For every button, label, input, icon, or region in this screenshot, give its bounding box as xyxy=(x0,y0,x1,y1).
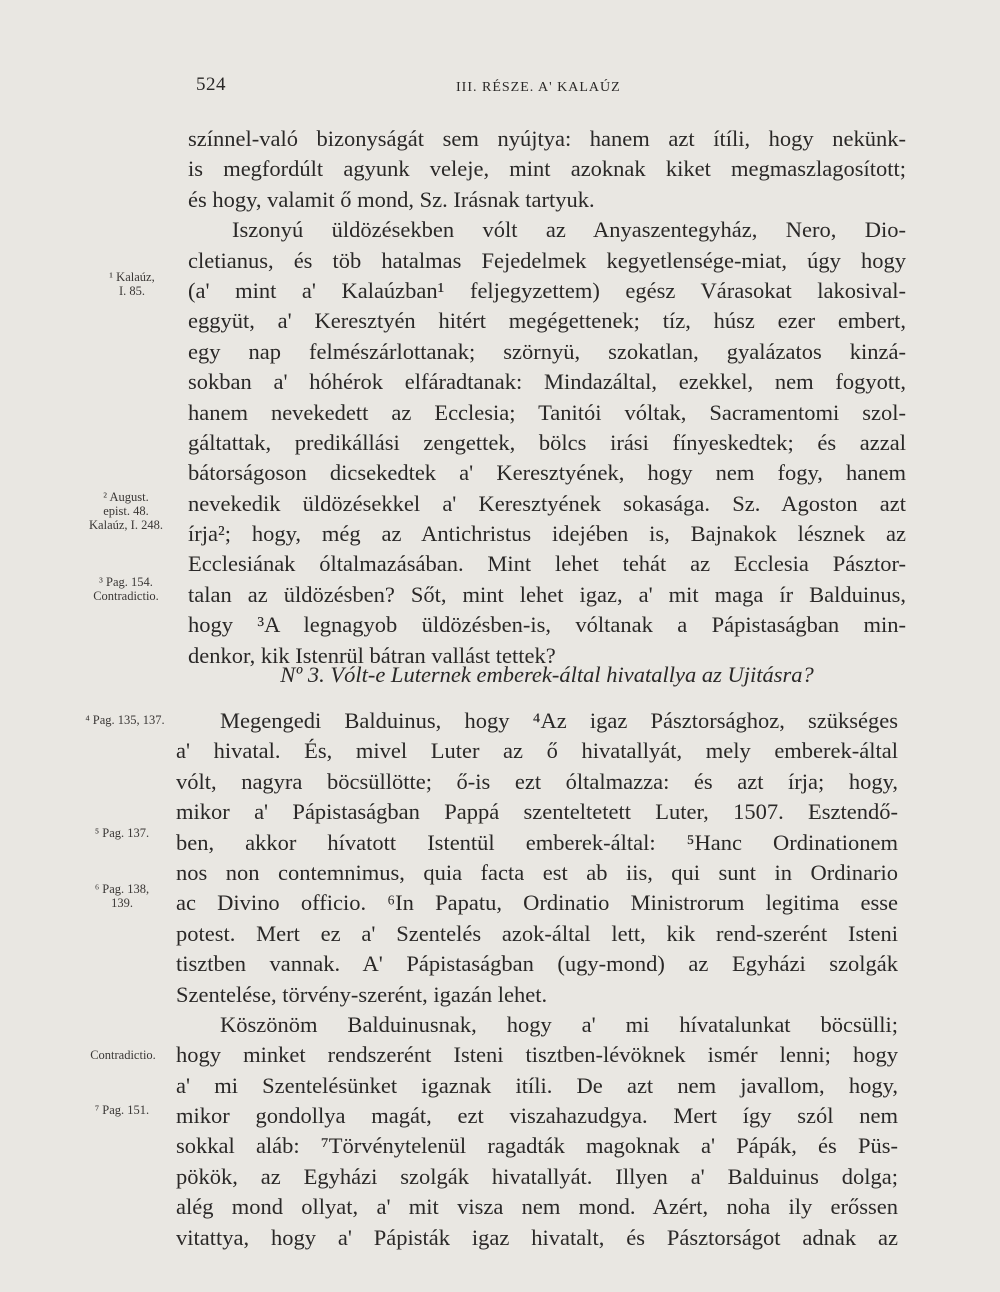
text-line: pökök, az Egyházi szolgák hivatallyát. Illyen a' Balduinus dolga; xyxy=(176,1163,898,1189)
text-line: potest. Mert ez a' Szentelés azok-által lett, kik rend-szerént Isteni xyxy=(176,920,898,946)
paragraph xyxy=(176,1010,898,1253)
text-line: mikor gondollya magát, ezt viszahazudgya. Mert így szól nem xyxy=(176,1103,898,1129)
main-text xyxy=(188,124,906,671)
paragraph xyxy=(188,215,906,671)
text-line: is megfordúlt agyunk veleje, mint azoknak kiket megmaszlagosított; xyxy=(188,156,906,182)
running-head: III. RÉSZE. A' KALAÚZ xyxy=(456,80,621,95)
text-line: vólt, nagyra böcsüllötte; ő-is ezt óltalmazza: és azt írja; hogy, xyxy=(176,768,898,794)
text-line: hogy ³A legnagyob üldözésben-is, vóltanak a Pápistaságban min- xyxy=(188,612,906,638)
section-heading-wrap xyxy=(188,660,906,700)
text-line: Megengedi Balduinus, hogy ⁴Az igaz Pásztorsághoz, szükséges xyxy=(220,708,898,733)
text-line: ac Divino officio. ⁶In Papatu, Ordinatio Ministrorum legitima esse xyxy=(176,890,898,916)
text-line: tisztben vannak. A' Pápistaságban (ugy-mond) az Egyházi szolgák xyxy=(176,951,898,977)
text-line: mikor a' Pápistaságban Pappá szenteltetett Luter, 1507. Esztendő- xyxy=(176,799,898,825)
text-line: hogy minket rendszerént Isteni tisztben-lévöknek ismér lenni; hogy xyxy=(176,1042,898,1068)
section-text xyxy=(176,706,898,1253)
margin-note: ⁷ Pag. 151. xyxy=(94,1103,150,1117)
text-line: gáltattak, predikállási zengettek, bölcs irási fínyeskedtek; és azzal xyxy=(188,429,906,455)
margin-note: ³ Pag. 154. Contradictio. xyxy=(93,575,159,603)
paragraph xyxy=(176,706,898,1010)
section-heading: Nº 3. Vólt-e Luternek emberek-által hivatallya az Ujitásra? xyxy=(280,662,814,687)
text-line: Iszonyú üldözésekben vólt az Anyaszentegyház, Nero, Dio- xyxy=(232,217,906,243)
text-line: sokban a' hóhérok elfáradtanak: Mindazáltal, ezekkel, nem fogyott, xyxy=(188,369,906,395)
text-line: nevekedik üldözésekkel a' Keresztyének sokasága. Sz. Agoston azt xyxy=(188,490,906,516)
text-line: Szentelése, törvény-szerént, igazán lehet. xyxy=(176,981,548,1007)
text-line: a' hivatal. És, mivel Luter az ő hivatallyát, mely emberek-által xyxy=(176,738,898,764)
text-line: a' mi Szentelésünket igaznak itíli. De azt nem javallom, hogy, xyxy=(176,1072,898,1098)
text-line: nos non contemnimus, quia facta est ab iis, qui sunt in Ordinario xyxy=(176,859,898,885)
text-line: színnel-való bizonyságát sem nyújtya: hanem azt ítíli, hogy nekünk- xyxy=(188,126,906,151)
text-line: denkor, kik Istenrül bátran vallást tettek? xyxy=(188,642,556,668)
text-line: talan az üldözésben? Sőt, mint lehet igaz, a' mit maga ír Balduinus, xyxy=(188,581,906,607)
text-line: Ecclesiának óltalmazásában. Mint lehet tehát az Ecclesia Pásztor- xyxy=(188,551,906,577)
text-line: Köszönöm Balduinusnak, hogy a' mi hívatalunkat böcsülli; xyxy=(220,1011,898,1037)
margin-note: ² August. epist. 48. Kalaúz, I. 248. xyxy=(89,490,163,532)
text-line: eggyüt, a' Keresztyén hitért megégettenek; tíz, húsz ezer embert, xyxy=(188,308,906,334)
text-line: cletianus, és töb hatalmas Fejedelmek kegyetlensége-miat, úgy hogy xyxy=(188,247,906,273)
text-line: (a' mint a' Kalaúzban¹ feljegyzettem) egész Várasokat lakosival- xyxy=(188,277,906,303)
text-line: ben, akkor hívatott Istentül emberek-által: ⁵Hanc Ordinationem xyxy=(176,829,898,855)
text-line: egy nap felmészárlottanak; szörnyü, szokatlan, gyalázatos kinzá- xyxy=(188,338,906,364)
text-line: írja²; hogy, még az Antichristus idejében is, Bajnakok lésznek az xyxy=(188,521,906,547)
text-line: hanem nevekedett az Ecclesia; Tanitói vóltak, Sacramentomi szol- xyxy=(188,399,906,425)
text-line: sokkal aláb: ⁷Törvénytelenül ragadták magoknak a' Pápák, és Püs- xyxy=(176,1133,898,1159)
margin-note: ⁴ Pag. 135, 137. xyxy=(85,713,165,727)
margin-note: ⁵ Pag. 137. xyxy=(94,826,150,840)
text-line: vitattya, hogy a' Pápisták igaz hivatalt, és Pásztorságot adnak az xyxy=(176,1224,898,1250)
paragraph xyxy=(188,124,906,215)
margin-note: ¹ Kalaúz, I. 85. xyxy=(109,270,155,298)
margin-note: ⁶ Pag. 138, 139. xyxy=(94,882,150,910)
text-line: és hogy, valamit ő mond, Sz. Irásnak tartyuk. xyxy=(188,186,595,212)
text-line: bátorságoson dicsekedtek a' Keresztyének, hogy nem fogy, hanem xyxy=(188,460,906,486)
page-number: 524 xyxy=(196,74,226,95)
margin-note: Contradictio. xyxy=(90,1048,156,1062)
text-line: alég mond ollyat, a' mit visza nem mond. Azért, noha ily erőssen xyxy=(176,1194,898,1220)
